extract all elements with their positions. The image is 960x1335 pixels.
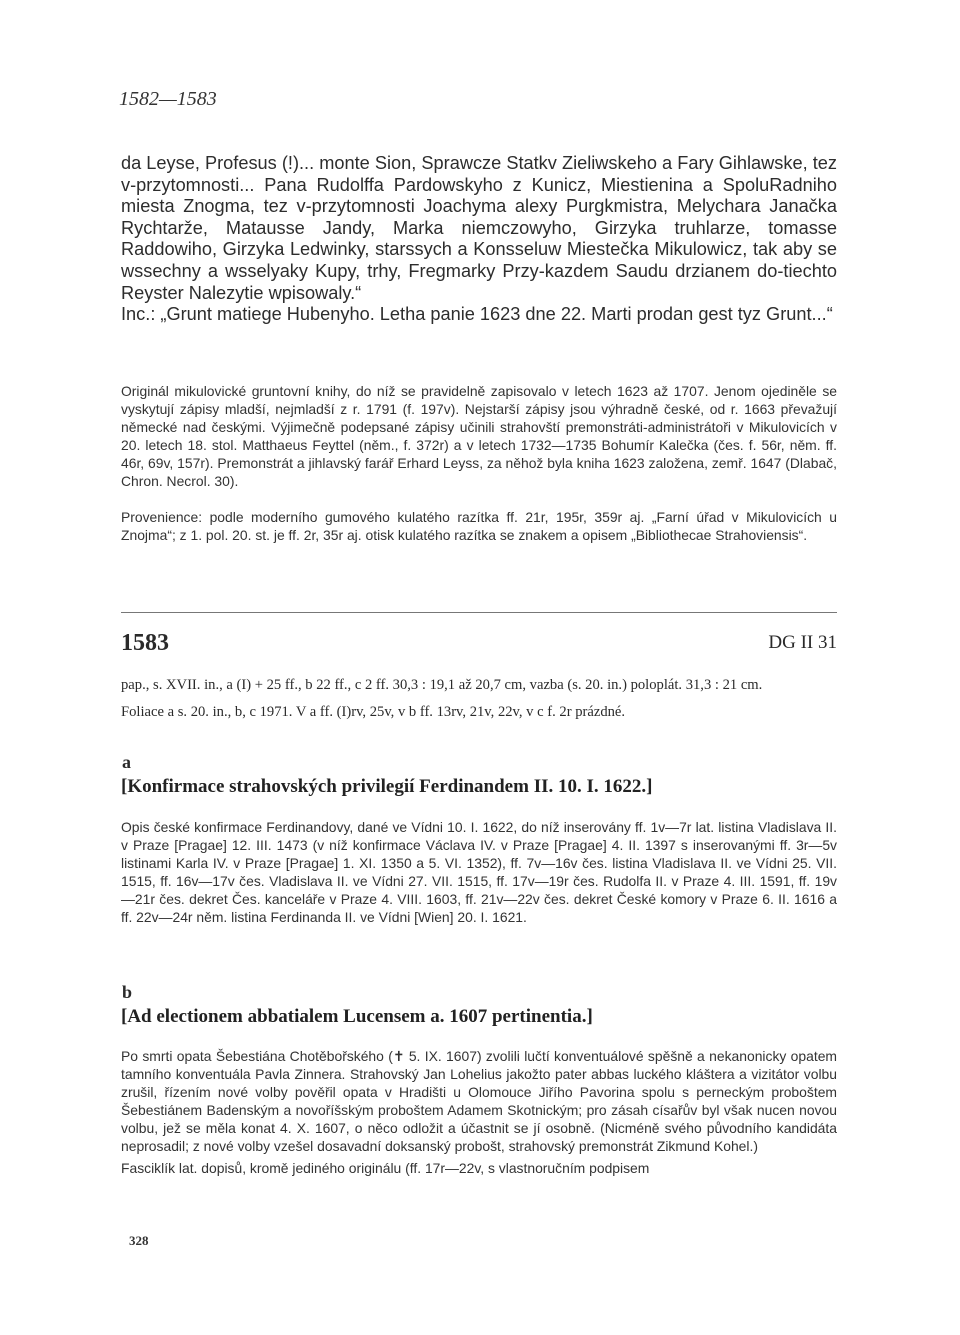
section-b-title: [Ad electionem abbatialem Lucensem a. 1607 pertinentia.] <box>121 1006 593 1027</box>
foliation-paragraph: Foliace a s. 20. in., b, c 1971. V a ff. (I)rv, 25v, v b ff. 13rv, 21v, 22v, v c f. 2r prázdné. <box>121 704 626 720</box>
section-b-fascicle: Fasciklík lat. dopisů, kromě jediného originálu (ff. 17r—22v, s vlastnoručním podpisem <box>121 1160 650 1176</box>
running-head: 1582—1583 <box>119 88 217 110</box>
origin-note <box>121 382 837 490</box>
section-a-title: [Konfirmace strahovských privilegií Ferdinandem II. 10. I. 1622.] <box>121 776 653 797</box>
section-b-paragraph: Po smrti opata Šebestiána Chotěbořského (✝ 5. IX. 1607) zvolili lučtí konventuálové spěšně a nekanonicky opatem tamního konventuála Pavla Zinnera. Strahovský Jan Lohelius jakožto pater abbas luckého kláštera a vizitátor volbu zrušil, řízením nové volby pověřil opata v Hradišti u Olomouce Jiřího Pavorina spolu s perneckým proboštem Šebestiánem Badenským a novoříšským proboštem Adamem Skotnickým; pro zásah císařův byl však nucen novou volbu, jež se měla konat 4. X. 1607, o něco odložit a účastnit se jí osobně. (Nicméně svého původního kandidáta neprosadil; z nové volby vzešel dosavadní doksanský probošt, strahovský premonstrát Zikmund Kohel.) <box>121 1048 837 1154</box>
section-a-description <box>121 818 837 926</box>
entry-number: 1583 <box>121 630 169 656</box>
section-a-letter: a <box>122 752 131 772</box>
section-b-description <box>121 1047 837 1177</box>
section-divider <box>121 612 837 613</box>
quote-paragraph: da Leyse, Profesus (!)... monte Sion, Sprawcze Statkv Zieliwskeho a Fary Gihlawske, tez v-przytomnosti... Pana Rudolffa Pardowskyho z Kunicz, Miestienina a SpoluRadniho miesta Znogma, tez v-przytomnosti Joachyma alexy Purgkmistra, Melychara Janačka Rychtarže, Matausse Jandy, Marka niemczowyho, Girzyka truhlarze, tomasse Raddowiho, Girzyka Ledwinky, starssych a Konsseluw Miestečka Mikulowicz, tak aby se wssechny a wsselyaky Kupy, trhy, Fregmarky Przy-kazdem Saudu drzianem do-tiechto Reyster Nalezytie wpisowaly.“ <box>121 153 837 303</box>
quote-incipit: Inc.: „Grunt matiege Hubenyho. Letha panie 1623 dne 22. Marti prodan gest tyz Grunt...“ <box>121 304 833 325</box>
physical-paragraph: pap., s. XVII. in., a (I) + 25 ff., b 22 ff., c 2 ff. 30,3 : 19,1 až 20,7 cm, vazba (s. 20. in.) poloplát. 31,3 : 21 cm. <box>121 677 763 693</box>
page-number: 328 <box>129 1233 149 1248</box>
entry-shelfmark: DG II 31 <box>768 632 837 653</box>
provenance-note <box>121 508 837 544</box>
entry-header <box>121 630 837 660</box>
physical-description <box>121 676 837 721</box>
section-a-paragraph: Opis české konfirmace Ferdinandovy, dané ve Vídni 10. I. 1622, do níž inserovány ff. 1v—7r lat. listina Vladislava II. v Praze [Pragae] 12. III. 1473 (v níž konfirmace Václava IV. v Praze [Pragae] 4. II. 1397 s inserovanými ff. 3r—5v listinami Karla IV. v Praze [Pragae] 1. XI. 1350 a 5. VI. 1352), ff. 7v—16v čes. listina Vladislava II. ve Vídni 25. VII. 1515, ff. 16v—17v čes. Vladislava II. ve Vídni 27. VII. 1515, ff. 17v—19r čes. Rudolfa II. v Praze 4. III. 1591, ff. 19v—21r čes. dekret Čes. kanceláře v Praze 4. VIII. 1603, ff. 21v—22v čes. dekret České komory v Praze 6. II. 1616 a ff. 22v—24r něm. listina Ferdinanda II. ve Vídni [Wien] 20. I. 1621. <box>121 819 837 925</box>
provenance-paragraph: Provenience: podle moderního gumového kulatého razítka ff. 21r, 195r, 359r aj. „Farní úřad v Mikulovicích u Znojma“; z 1. pol. 20. st. je ff. 2r, 35r aj. otisk kulatého razítka se znakem a opisem „Bibliothecae Strahoviensis“. <box>121 509 837 543</box>
origin-paragraph: Originál mikulovické gruntovní knihy, do níž se pravidelně zapisovalo v letech 1623 až 1707. Jenom ojediněle se vyskytují zápisy mladší, nejmladší z r. 1791 (f. 197v). Nejstarší zápisy jsou výhradně české, od r. 1663 převažují německé nad českými. Výjimečně podepsané zápisy učinili strahovští premonstráti-administrátoři v Mikulovicích v 20. letech 18. stol. Matthaeus Feyttel (něm., f. 372r) a v letech 1732—1735 Bohumír Kalečka (čes. f. 56r, něm. ff. 46r, 69v, 157r). Premonstrát a jihlavský farář Erhard Leyss, za něhož byla kniha 1623 založena, zemř. 1647 (Dlabač, Chron. Necrol. 30). <box>121 383 837 489</box>
section-b-letter: b <box>122 982 133 1002</box>
quoted-record-text <box>121 153 837 326</box>
